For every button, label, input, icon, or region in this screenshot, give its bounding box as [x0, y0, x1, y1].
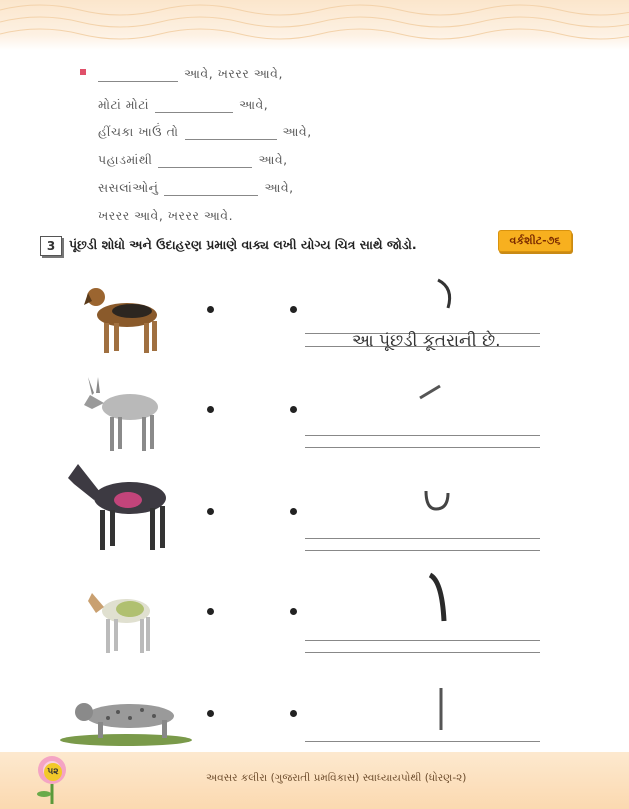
poem-line-6: ખરરર આવે, ખરરર આવે.	[98, 208, 234, 223]
match-dot-left-2[interactable]	[207, 406, 214, 413]
horse-image	[64, 452, 180, 556]
match-dot-right-2[interactable]	[290, 406, 297, 413]
write-line[interactable]	[305, 447, 540, 448]
tail-horse	[422, 489, 452, 513]
match-dot-left-3[interactable]	[207, 508, 214, 515]
write-line[interactable]	[305, 741, 540, 742]
poem-line-2	[98, 97, 268, 113]
match-dot-left-5[interactable]	[207, 710, 214, 717]
match-dot-left-4[interactable]	[207, 608, 214, 615]
answer-blank-5[interactable]	[164, 183, 258, 196]
write-line[interactable]	[305, 435, 540, 436]
write-line[interactable]	[305, 538, 540, 539]
match-dot-right-5[interactable]	[290, 710, 297, 717]
poem-line-3	[98, 124, 312, 140]
poem-line-2-after: આવે,	[239, 97, 269, 112]
tail-leopard	[434, 686, 448, 734]
tail-donkey	[418, 382, 444, 402]
answer-blank-1[interactable]	[98, 69, 178, 82]
match-dot-right-1[interactable]	[290, 306, 297, 313]
question-number: 3	[40, 236, 62, 256]
worksheet-badge: વર્કશીટ-૭૬	[498, 230, 572, 252]
goat-image	[84, 579, 160, 659]
write-line[interactable]	[305, 640, 540, 641]
donkey-image	[78, 373, 170, 455]
write-line[interactable]	[305, 652, 540, 653]
poem-line-1	[98, 66, 283, 82]
example-sentence: આ પૂંછડી કૂતરાની છે.	[352, 331, 501, 351]
answer-blank-3[interactable]	[185, 127, 277, 140]
answer-blank-2[interactable]	[155, 100, 233, 113]
poem-line-4	[98, 152, 288, 168]
tail-goat	[426, 571, 452, 627]
poem-line-5	[98, 180, 294, 196]
poem-line-1-text: આવે, ખરરર આવે,	[184, 66, 283, 81]
poem-line-2-before: મોટાં મોટાં	[98, 97, 150, 112]
match-dot-left-1[interactable]	[207, 306, 214, 313]
top-decorative-band	[0, 0, 629, 50]
dog-image	[82, 283, 168, 359]
answer-blank-4[interactable]	[158, 155, 252, 168]
poem-line-5-after: આવે,	[264, 180, 294, 195]
poem-line-4-after: આવે,	[258, 152, 288, 167]
leopard-image	[58, 690, 194, 750]
poem-line-3-before: હીંચકા ખાઉં તો	[98, 124, 179, 139]
poem-line-3-after: આવે,	[282, 124, 312, 139]
bullet-marker	[80, 69, 86, 75]
poem-line-4-before: પહાડમાંથી	[98, 152, 153, 167]
match-dot-right-4[interactable]	[290, 608, 297, 615]
question-text: પૂંછડી શોધો અને ઉદાહરણ પ્રમાણે વાક્ય લખી યોગ્ય ચિત્ર સાથે જોડો.	[69, 237, 417, 252]
tail-dog	[432, 278, 458, 312]
match-dot-right-3[interactable]	[290, 508, 297, 515]
write-line[interactable]	[305, 550, 540, 551]
poem-line-5-before: સસલાંઓનું	[98, 180, 159, 195]
footer-text: અવસર કલીરા (ગુજરાતી પ્રમવિકાસ) સ્વાધ્યાયપોથી (ધોરણ-૨)	[206, 772, 467, 784]
page-number: ૫૨	[44, 763, 62, 781]
wave-pattern	[0, 0, 629, 50]
